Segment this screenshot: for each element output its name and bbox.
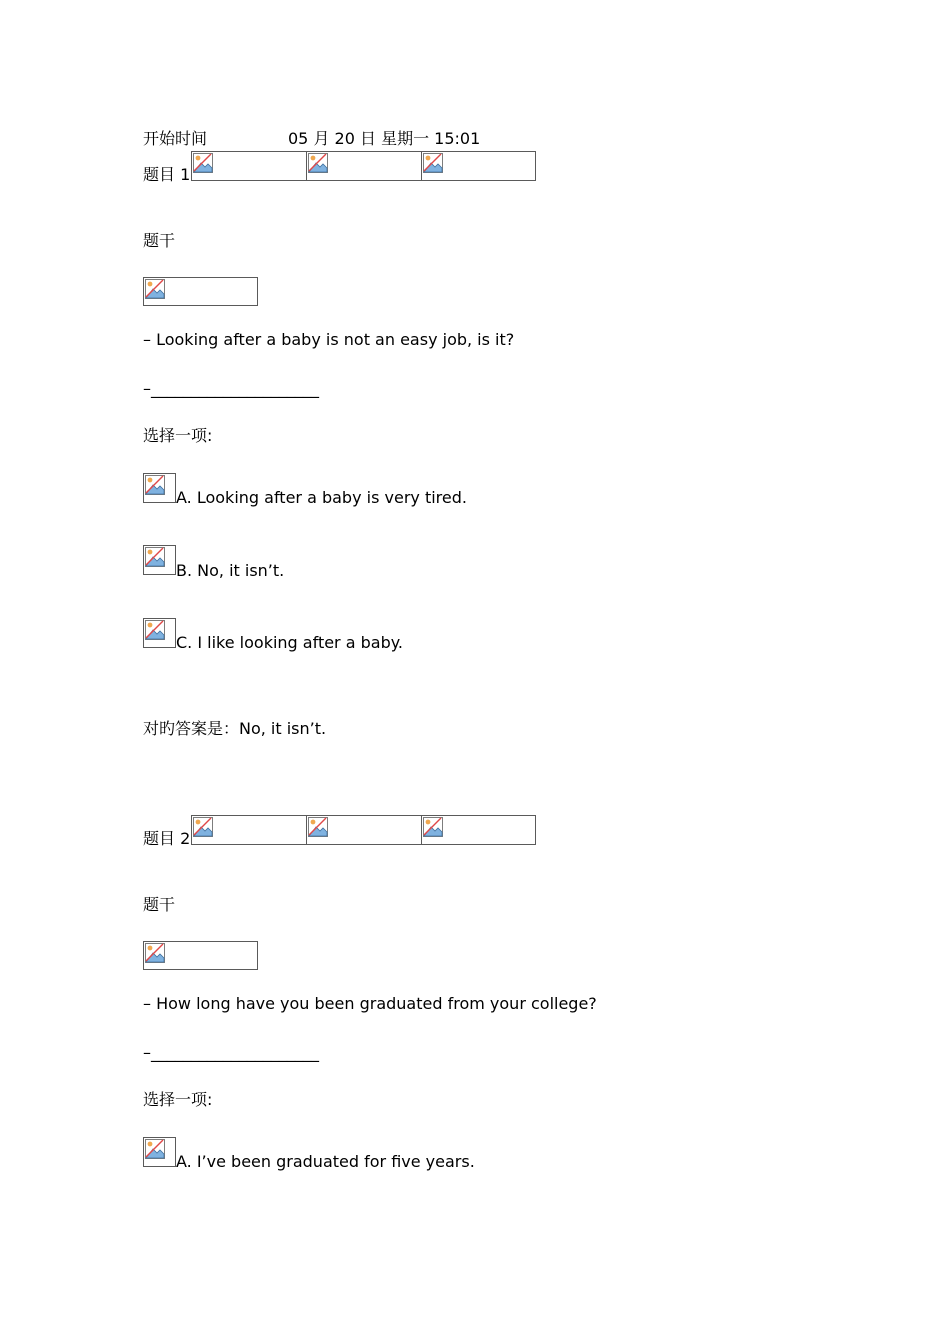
radio-image-icon[interactable] [143,545,176,575]
question-1-option-c[interactable]: C. I like looking after a baby. [176,633,403,652]
question-1-correct-answer: 对旳答案是：No, it isn’t. [143,719,327,738]
radio-image-icon[interactable] [143,618,176,648]
question-2-prompt: – How long have you been graduated from your college? [143,994,597,1013]
question-2-stem-label: 题干 [143,895,176,914]
flag-image-icon [421,151,536,181]
question-1-title: 题目 1 [143,165,191,184]
question-1-choose-label: 选择一项: [143,426,213,445]
question-1-stem-label: 题干 [143,231,176,250]
stem-image-icon [143,941,258,970]
question-2-blank: –_____________________ [143,1043,319,1062]
question-1-option-a[interactable]: A. Looking after a baby is very tired. [176,488,467,507]
question-1-option-b[interactable]: B. No, it isn’t. [176,561,285,580]
flag-image-icon [421,815,536,845]
start-time-label: 开始时间 [143,129,208,148]
flag-image-icon [191,151,307,181]
question-2-choose-label: 选择一项: [143,1090,213,1109]
radio-image-icon[interactable] [143,473,176,503]
flag-image-icon [191,815,307,845]
question-2-title: 题目 2 [143,829,191,848]
question-2-option-a[interactable]: A. I’ve been graduated for five years. [176,1152,475,1171]
flag-image-icon [306,815,422,845]
radio-image-icon[interactable] [143,1137,176,1167]
question-1-prompt: – Looking after a baby is not an easy job, is it? [143,330,515,349]
start-time-value: 05 月 20 日 星期一 15:01 [288,129,481,148]
question-1-blank: –_____________________ [143,379,319,398]
stem-image-icon [143,277,258,306]
flag-image-icon [306,151,422,181]
